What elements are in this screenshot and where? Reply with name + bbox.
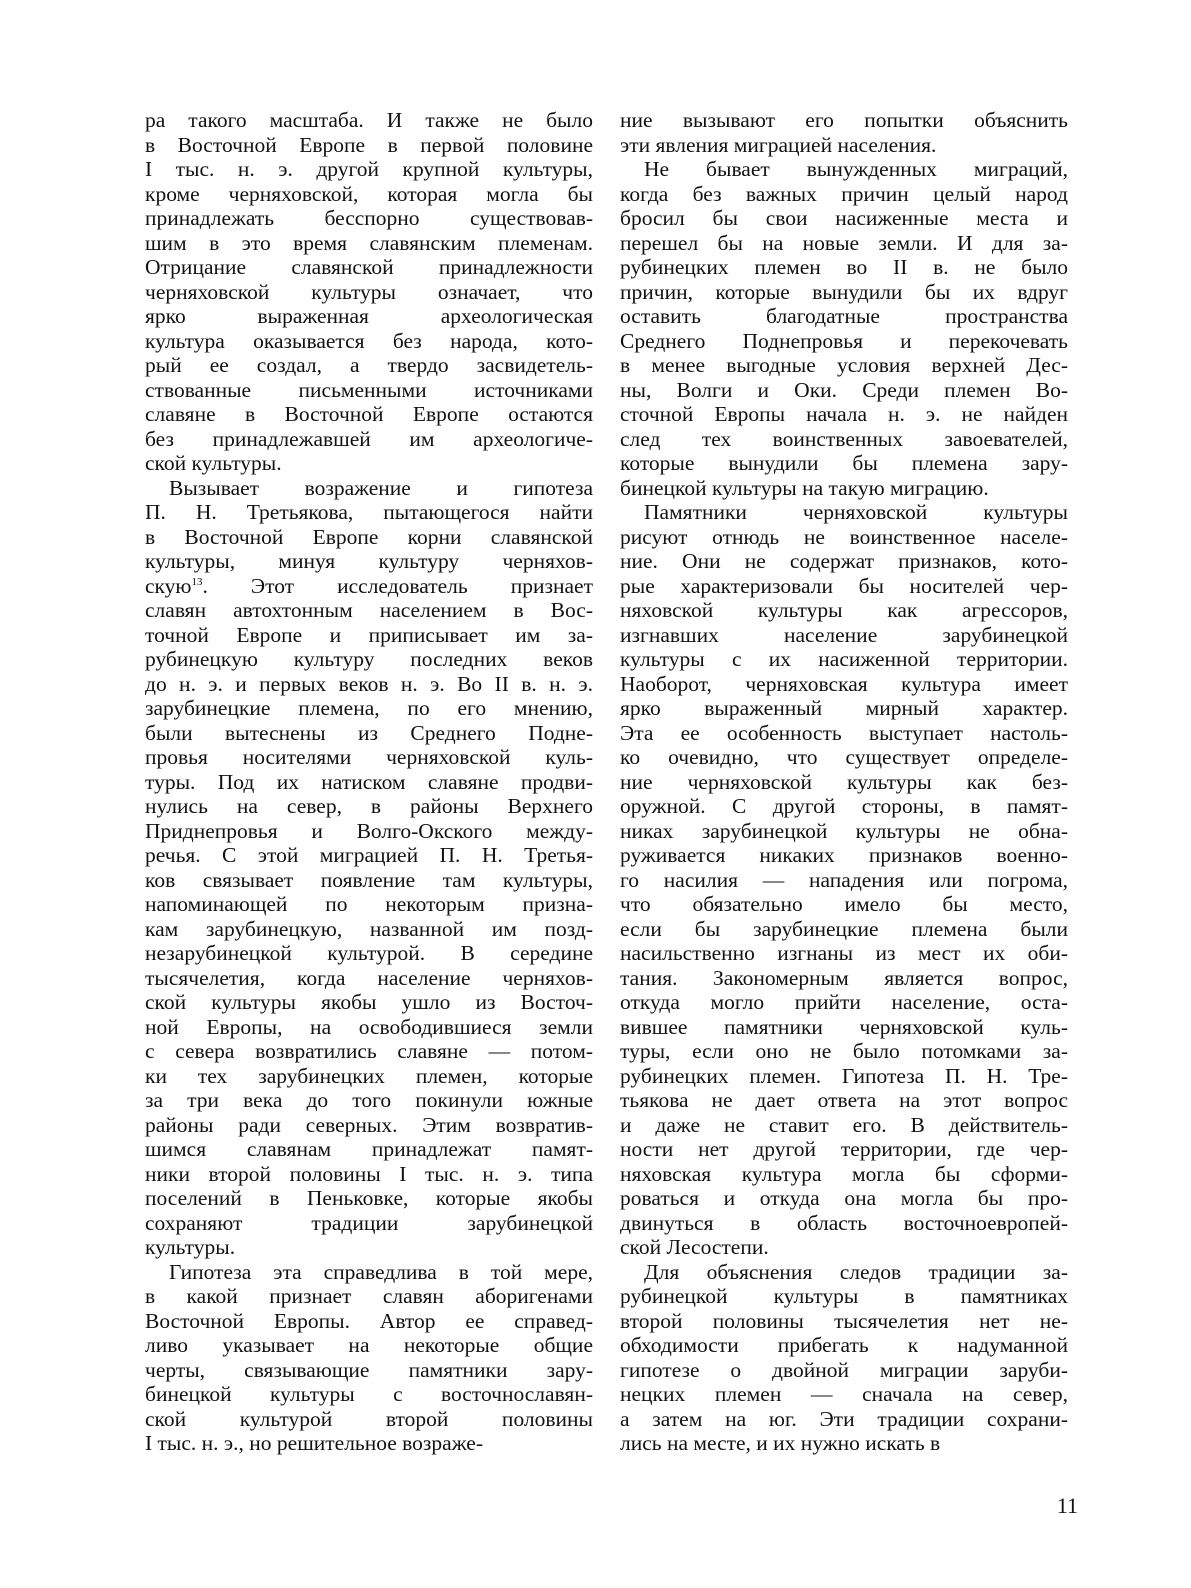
- text-line: шим в это время славянским племенам.: [145, 230, 593, 255]
- text-line: обходимости прибегать к надуманной: [620, 1333, 1068, 1357]
- text-line: гипотезе о двойной миграции заруби-: [620, 1357, 1068, 1382]
- text-line: ники второй половины I тыс. н. э. типа: [145, 1161, 593, 1186]
- text-line: оружной. С другой стороны, в памят-: [620, 794, 1068, 818]
- text-line: рубинецкую культуру последних веков: [145, 647, 593, 671]
- text-line: Наоборот, черняховская культура имеет: [620, 671, 1068, 696]
- text-line: тания. Закономерным является вопрос,: [620, 965, 1068, 990]
- text-line: ствованные письменными источниками: [145, 377, 593, 402]
- text-line: бросил бы свои насиженные места и: [620, 206, 1068, 230]
- text-line: бинецкой культуры с восточнославян-: [145, 1382, 593, 1406]
- text-line: ской культуры якобы ушло из Восточ-: [145, 990, 593, 1014]
- text-line: ской культуры.: [145, 451, 282, 475]
- text-line: ки тех зарубинецких племен, которые: [145, 1063, 593, 1088]
- text-line: ливо указывает на некоторые общие: [145, 1333, 593, 1357]
- text-line: провья носителями черняховской куль-: [145, 745, 593, 769]
- text-line: сохраняют традиции зарубинецкой: [145, 1210, 593, 1235]
- text-line: ны, Волги и Оки. Среди племен Во-: [620, 377, 1068, 402]
- text-line: до н. э. и первых веков н. э. Во II в. н. э.: [145, 671, 593, 696]
- text-line: откуда могло прийти население, оста-: [620, 990, 1068, 1014]
- text-line: Гипотеза эта справедлива в той мере,: [169, 1259, 593, 1284]
- text-line: няховской культуры как агрессоров,: [620, 598, 1068, 622]
- text-line: нецких племен — сначала на север,: [620, 1382, 1068, 1406]
- text-line: изгнавших население зарубинецкой: [620, 622, 1068, 647]
- line-text: . Этот исследователь признает: [202, 573, 593, 598]
- text-line: поселений в Пеньковке, которые якобы: [145, 1186, 593, 1210]
- text-line: зарубинецкие племена, по его мнению,: [145, 696, 593, 720]
- text-line: насильственно изгнаны из мест их оби-: [620, 941, 1068, 965]
- text-line: речья. С этой миграцией П. Н. Третья-: [145, 843, 593, 867]
- text-line: ние вызывают его попытки объяснить: [620, 108, 1068, 132]
- text-line: ков связывает появление там культуры,: [145, 867, 593, 892]
- text-line: П. Н. Третьякова, пытающегося найти: [145, 500, 593, 524]
- text-line: принадлежать бесспорно существовав-: [145, 206, 593, 230]
- text-line: ние. Они не содержат признаков, кото-: [620, 549, 1068, 573]
- text-line: Отрицание славянской принадлежности: [145, 255, 593, 279]
- text-line: ной Европы, на освободившиеся земли: [145, 1014, 593, 1039]
- text-line: I тыс. н. э., но решительное возраже-: [145, 1431, 483, 1455]
- text-line: с севера возвратились славяне — потом-: [145, 1039, 593, 1063]
- text-line: причин, которые вынудили бы их вдруг: [620, 279, 1068, 304]
- text-line: ской Лесостепи.: [620, 1235, 769, 1259]
- text-line: [145, 574, 593, 599]
- text-line: тьякова не дает ответа на этот вопрос: [620, 1088, 1068, 1112]
- text-line: няховская культура могла бы сформи-: [620, 1161, 1068, 1186]
- text-line: перешел бы на новые земли. И для за-: [620, 230, 1068, 255]
- text-line: туры. Под их натиском славяне продви-: [145, 769, 593, 794]
- text-line: шимся славянам принадлежат памят-: [145, 1137, 593, 1161]
- text-line: рубинецкой культуры в памятниках: [620, 1284, 1068, 1308]
- text-line: точной Европе и приписывает им за-: [145, 622, 593, 647]
- text-line: славян автохтонным населением в Вос-: [145, 598, 593, 622]
- text-line: бинецкой культуры на такую миграцию.: [620, 475, 989, 500]
- text-line: ности нет другой территории, где чер-: [620, 1137, 1068, 1161]
- text-line: рый ее создал, а твердо засвидетель-: [145, 353, 593, 377]
- text-line: в какой признает славян аборигенами: [145, 1284, 593, 1308]
- text-line: культура оказывается без народа, кото-: [145, 328, 593, 353]
- text-line: напоминающей по некоторым призна-: [145, 892, 593, 916]
- text-line: туры, если оно не было потомками за-: [620, 1039, 1068, 1063]
- text-line: нулись на север, в районы Верхнего: [145, 794, 593, 818]
- text-line: славяне в Восточной Европе остаются: [145, 402, 593, 426]
- text-line: незарубинецкой культурой. В середине: [145, 941, 593, 965]
- text-line: Среднего Поднепровья и перекочевать: [620, 328, 1068, 353]
- text-line: лись на месте, и их нужно искать в: [620, 1431, 941, 1455]
- text-line: роваться и откуда она могла бы про-: [620, 1186, 1068, 1210]
- text-line: черты, связывающие памятники зару-: [145, 1357, 593, 1382]
- text-line: эти явления миграцией населения.: [620, 132, 937, 157]
- text-line: культуры.: [145, 1235, 236, 1259]
- text-line: которые вынудили бы племена зару-: [620, 451, 1068, 475]
- text-line: Восточной Европы. Автор ее справед-: [145, 1308, 593, 1333]
- text-line: а затем на юг. Эти традиции сохрани-: [620, 1406, 1068, 1431]
- text-line: Памятники черняховской культуры: [644, 500, 1068, 524]
- text-line: были вытеснены из Среднего Подне-: [145, 720, 593, 745]
- text-line: вившее памятники черняховской куль-: [620, 1014, 1068, 1039]
- text-line: I тыс. н. э. другой крупной культуры,: [145, 157, 593, 181]
- text-line: ра такого масштаба. И также не было: [145, 108, 593, 132]
- text-line: рубинецких племен во II в. не было: [620, 255, 1068, 279]
- text-line: кроме черняховской, которая могла бы: [145, 181, 593, 206]
- footnote-marker: 13: [191, 575, 203, 588]
- text-line: рые характеризовали бы носителей чер-: [620, 573, 1068, 598]
- text-line: районы ради северных. Этим возвратив-: [145, 1112, 593, 1137]
- text-line: ко очевидно, что существует определе-: [620, 745, 1068, 769]
- text-line: кам зарубинецкую, названной им позд-: [145, 916, 593, 941]
- text-line: без принадлежавшей им археологиче-: [145, 426, 593, 451]
- text-line: след тех воинственных завоевателей,: [620, 426, 1068, 451]
- text-line: культуры, минуя культуру черняхов-: [145, 549, 593, 573]
- text-line: и даже не ставит его. В действитель-: [620, 1112, 1068, 1137]
- text-line: когда без важных причин целый народ: [620, 181, 1068, 206]
- text-line: ской культурой второй половины: [145, 1406, 593, 1431]
- text-line: го насилия — нападения или погрома,: [620, 867, 1068, 892]
- right-column: [620, 108, 1068, 1456]
- text-line: Эта ее особенность выступает настоль-: [620, 720, 1068, 745]
- text-line: ярко выраженный мирный характер.: [620, 696, 1068, 720]
- text-line: сточной Европы начала н. э. не найден: [620, 402, 1068, 426]
- left-column: [145, 108, 593, 1456]
- text-line: рубинецких племен. Гипотеза П. Н. Тре-: [620, 1063, 1068, 1088]
- text-line: тысячелетия, когда население черняхов-: [145, 965, 593, 990]
- text-line: двинуться в область восточноевропей-: [620, 1210, 1068, 1235]
- text-line: Не бывает вынужденных миграций,: [644, 157, 1068, 181]
- text-line: ние черняховской культуры как без-: [620, 769, 1068, 794]
- text-line: в Восточной Европе корни славянской: [145, 524, 593, 549]
- text-line: культуры с их насиженной территории.: [620, 647, 1068, 671]
- page-number: 11: [1056, 1493, 1078, 1518]
- text-line: черняховской культуры означает, что: [145, 279, 593, 304]
- text-line: никах зарубинецкой культуры не обна-: [620, 818, 1068, 843]
- text-line: Вызывает возражение и гипотеза: [169, 475, 593, 500]
- text-line: Для объяснения следов традиции за-: [644, 1259, 1068, 1284]
- text-line: рисуют отнюдь не воинственное населе-: [620, 524, 1068, 549]
- text-line: что обязательно имело бы место,: [620, 892, 1068, 916]
- text-line: оставить благодатные пространства: [620, 304, 1068, 328]
- text-line: руживается никаких признаков военно-: [620, 843, 1068, 867]
- line-text: скую: [145, 573, 192, 598]
- text-line: за три века до того покинули южные: [145, 1088, 593, 1112]
- text-line: второй половины тысячелетия нет не-: [620, 1308, 1068, 1333]
- text-line: ярко выраженная археологическая: [145, 304, 593, 328]
- text-line: если бы зарубинецкие племена были: [620, 916, 1068, 941]
- text-line: в менее выгодные условия верхней Дес-: [620, 353, 1068, 377]
- text-line: Приднепровья и Волго-Окского между-: [145, 818, 593, 843]
- text-line: в Восточной Европе в первой половине: [145, 132, 593, 157]
